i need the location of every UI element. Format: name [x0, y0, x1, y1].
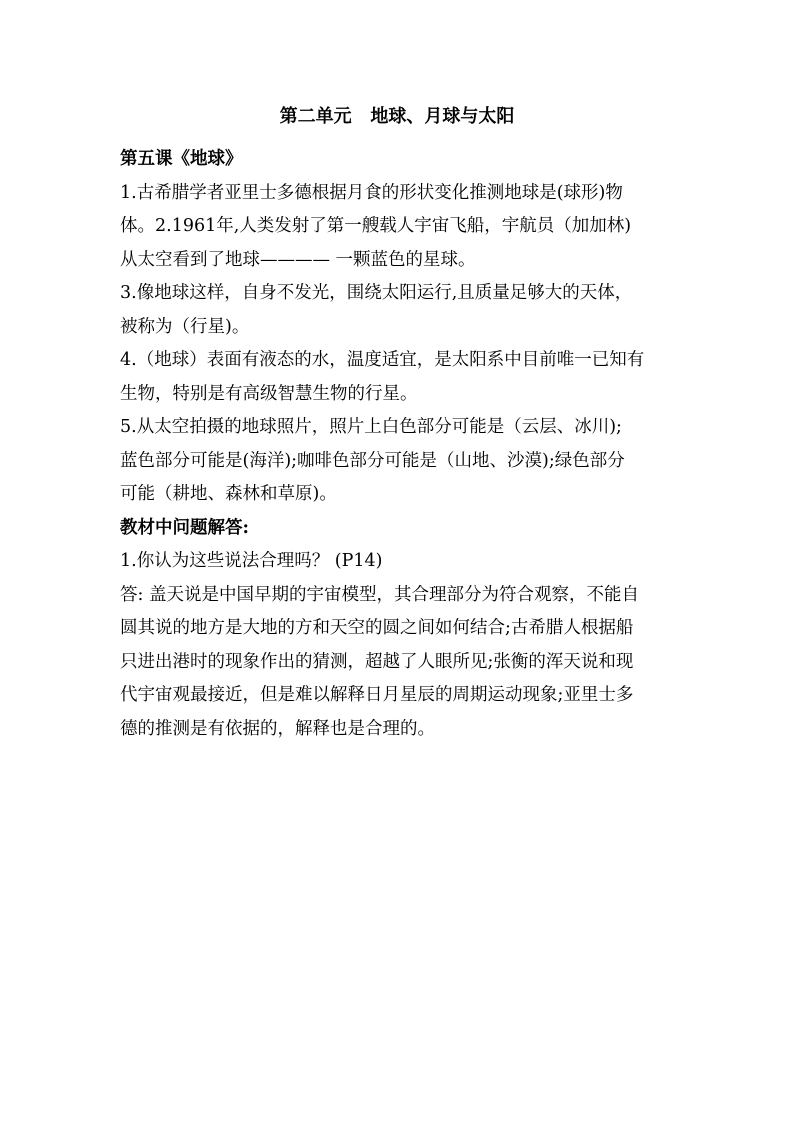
paragraph-line: 被称为（行星)。: [120, 316, 250, 337]
paragraph-line: 3.像地球这样，自身不发光，围绕太阳运行,且质量足够大的天体，: [120, 283, 633, 303]
paragraph-5: [120, 411, 680, 512]
paragraph-line: 1.古希腊学者亚里士多德根据月食的形状变化推测地球是(球形)物: [120, 182, 623, 203]
answer-line: 圆其说的地方是大地的方和天空的圆之间如何结合;古希腊人根据船: [120, 618, 634, 638]
answer-line: 答: 盖天说是中国早期的宇宙模型，其合理部分为符合观察，不能自: [120, 584, 639, 605]
paragraph-line: 体。2.1961年,人类发射了第一艘载人宇宙飞船，宇航员（加加林): [120, 216, 632, 236]
unit-title: 第二单元 地球、月球与太阳: [279, 106, 515, 127]
lesson-heading: 第五课《地球》: [120, 149, 243, 169]
paragraph-line: 4.（地球）表面有液态的水，温度适宜，是太阳系中目前唯一已知有: [120, 350, 645, 370]
paragraph-line: 可能（耕地、森林和草原)。: [120, 484, 337, 504]
answer-line: 只进出港时的现象作出的猜测，超越了人眼所见;张衡的浑天说和现: [120, 651, 634, 672]
answer-line: 德的推测是有依据的，解释也是合理的。: [120, 718, 435, 739]
document-body: [120, 143, 680, 746]
paragraph-1: [120, 177, 680, 278]
paragraph-4: [120, 344, 680, 411]
paragraph-line: 生物，特别是有高级智慧生物的行星。: [120, 383, 418, 404]
answer-line: 代宇宙观最接近，但是难以解释日月星辰的周期运动现象;亚里士多: [120, 685, 634, 705]
paragraph-line: 蓝色部分可能是(海洋);咖啡色部分可能是（山地、沙漠);绿色部分: [120, 450, 625, 471]
paragraph-line: 5.从太空拍摄的地球照片，照片上白色部分可能是（云层、冰川);: [120, 417, 622, 437]
paragraph-line: 从太空看到了地球———— 一颗蓝色的星球。: [120, 249, 476, 270]
qa-heading: 教材中问题解答:: [120, 517, 249, 538]
paragraph-3: [120, 277, 680, 344]
question-text: 1.你认为这些说法合理吗？ (P14): [120, 551, 383, 571]
answer-block: [120, 579, 680, 747]
